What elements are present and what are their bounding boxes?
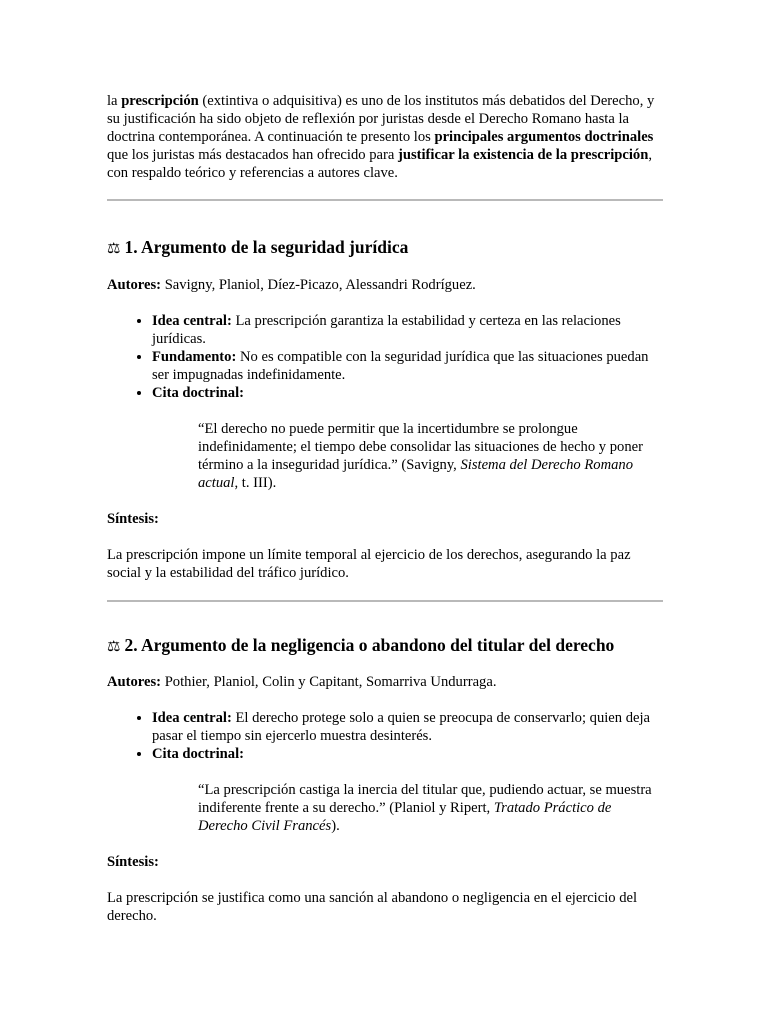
section-divider	[107, 199, 663, 201]
point-label: Fundamento:	[152, 349, 237, 365]
section-2-title-text: 2. Argumento de la negligencia o abandono del titular del derecho	[124, 635, 615, 655]
list-item	[152, 384, 663, 402]
point-text: La prescripción garantiza la estabilidad y certeza en las relaciones jurídicas.	[152, 313, 621, 347]
synthesis-label: Síntesis:	[107, 854, 159, 870]
document-page	[107, 92, 663, 925]
quote-work-title: Sistema del Derecho Romano actual	[198, 457, 634, 491]
scale-icon: ⚖	[107, 639, 121, 655]
authors-label: Autores:	[107, 277, 162, 293]
point-text: El derecho protege solo a quien se preocupa de conservarlo; quien deja pasar el tiempo sin ejercerlo muestra desinterés.	[152, 710, 651, 744]
quote-text: “La prescripción castiga la inercia del titular que, pudiendo actuar, se muestra indiferente frente a su derecho.” (Planiol y Ripert,	[198, 782, 652, 816]
intro-text-1: la	[107, 93, 122, 109]
section-1-quote	[198, 420, 663, 492]
section-2-synthesis: La prescripción se justifica como una sanción al abandono o negligencia en el ejercicio del derecho.	[107, 890, 638, 924]
point-text: No es compatible con la seguridad jurídica que las situaciones puedan ser impugnadas indefinidamente.	[152, 349, 649, 383]
quote-text: “El derecho no puede permitir que la incertidumbre se prolongue indefinidamente; el tiempo debe consolidar las situaciones de hecho y poner término a la inseguridad jurídica.” (Savigny,	[198, 421, 643, 473]
intro-text-2: (extintiva o adquisitiva) es uno de los institutos más debatidos del Derecho, y su justificación ha sido objeto de reflexión por juristas desde el Derecho Romano hasta la doctrina contemporánea. A continuación te presento los	[107, 93, 655, 145]
quote-tail: , t. III).	[234, 475, 277, 491]
list-item	[152, 312, 663, 348]
point-label: Idea central:	[152, 710, 232, 726]
intro-paragraph	[107, 92, 663, 182]
authors-list: Pothier, Planiol, Colin y Capitant, Somarriva Undurraga.	[161, 674, 497, 690]
intro-bold-3: justificar la existencia de la prescripción	[397, 147, 649, 163]
section-2-synthesis-label	[107, 853, 663, 871]
intro-text-3: que los juristas más destacados han ofrecido para	[107, 147, 398, 163]
authors-label: Autores:	[107, 674, 162, 690]
synthesis-label: Síntesis:	[107, 511, 159, 527]
point-label: Idea central:	[152, 313, 232, 329]
section-2-points	[107, 709, 663, 763]
section-1-authors	[107, 276, 663, 294]
section-2-title	[107, 634, 663, 658]
scale-icon: ⚖	[107, 241, 121, 257]
section-1-points	[107, 312, 663, 402]
section-divider	[107, 600, 663, 602]
section-2-quote	[198, 781, 663, 835]
section-1-title	[107, 236, 663, 260]
section-1-synthesis: La prescripción impone un límite temporal al ejercicio de los derechos, asegurando la paz social y la estabilidad del tráfico jurídico.	[107, 547, 631, 581]
list-item	[152, 745, 663, 763]
intro-bold-1: prescripción	[121, 93, 199, 109]
section-2-authors	[107, 673, 663, 691]
point-label: Cita doctrinal:	[152, 746, 245, 762]
authors-list: Savigny, Planiol, Díez-Picazo, Alessandri Rodríguez.	[161, 277, 476, 293]
list-item	[152, 348, 663, 384]
quote-tail: ).	[331, 818, 340, 834]
intro-text-4: , con respaldo teórico y referencias a autores clave.	[107, 147, 653, 181]
quote-work-title: Tratado Práctico de Derecho Civil Francés	[198, 800, 612, 834]
section-1-title-text: 1. Argumento de la seguridad jurídica	[124, 237, 409, 257]
list-item	[152, 709, 663, 745]
point-label: Cita doctrinal:	[152, 385, 245, 401]
section-1-synthesis-label	[107, 510, 663, 528]
intro-bold-2: principales argumentos doctrinales	[434, 129, 654, 145]
